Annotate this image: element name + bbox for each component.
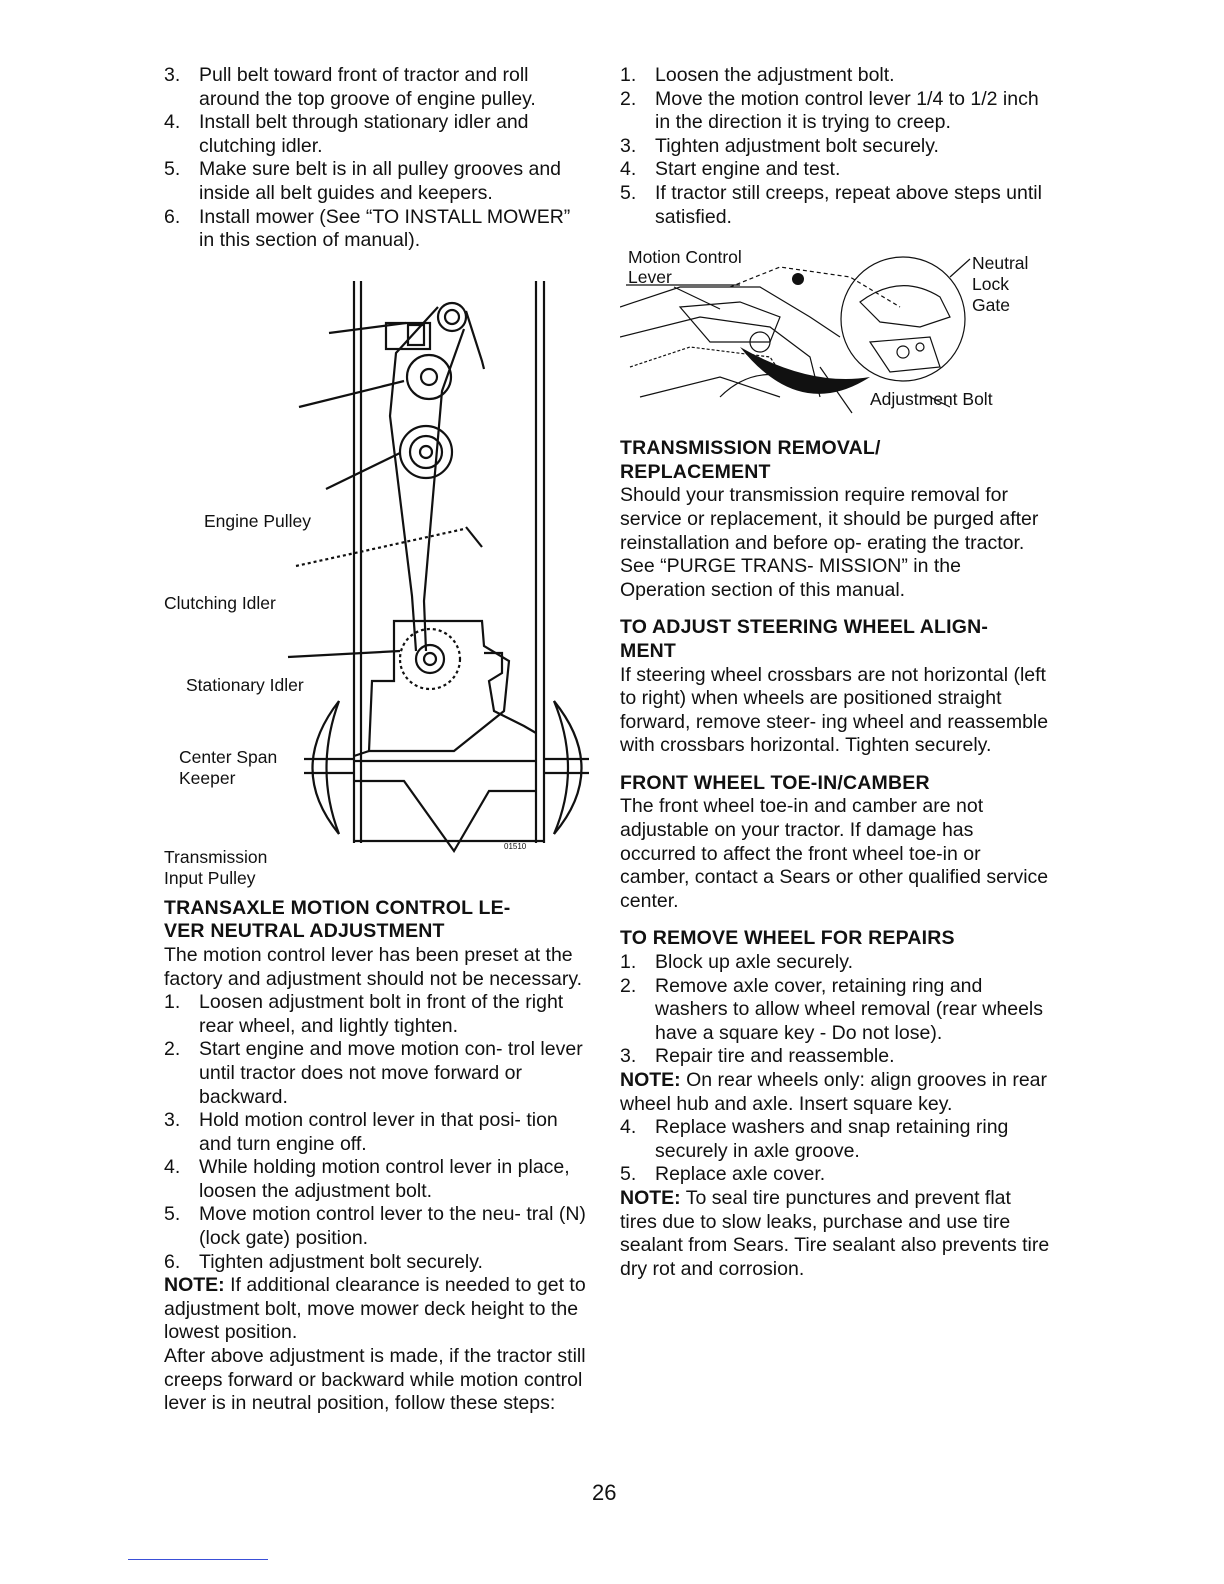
transaxle-after: After above adjustment is made, if the tractor still creeps forward or backward while motion control lever is in neutral position, follow these steps:: [164, 1345, 586, 1415]
front-wheel-section: [620, 772, 1050, 914]
list-item: 6. Install mower (See “TO INSTALL MOWER” in this section of manual).: [164, 205, 571, 252]
clutching-idler-label: Clutching Idler: [164, 592, 276, 613]
transmission-body: Should your transmission require removal for service or replacement, it should be purged after reinstallation and before op- erating the tractor. See “PURGE TRANS- MISSION” in the Operation section of this manual.: [620, 484, 1039, 601]
list-item: 2. Start engine and move motion con- trol lever until tractor does not move forward or backward.: [164, 1038, 583, 1108]
gate-label: Gate: [972, 295, 1010, 316]
list-item: 4. While holding motion control lever in place, loosen the adjustment bolt.: [164, 1156, 570, 1202]
steering-body: If steering wheel crossbars are not horizontal (left to right) when wheels are positioned straight forward, remove steer- ing wheel and reassemble with crossbars horizontal. Tighten securely.: [620, 663, 1049, 757]
lever-label: Lever: [628, 267, 672, 288]
steering-heading: TO ADJUST STEERING WHEEL ALIGN- MENT: [620, 616, 989, 662]
adjustment-bolt-label: Adjustment Bolt: [870, 389, 993, 410]
list-item: 5. Move motion control lever to the neu- tral (N) (lock gate) position.: [164, 1203, 586, 1250]
stationary-idler-label: Stationary Idler: [186, 674, 304, 695]
remove-wheel-steps: [620, 951, 1050, 1069]
remove-wheel-note-2: NOTE: To seal tire punctures and prevent flat tires due to slow leaks, purchase and use tire sealant from Sears. Tire sealant also prevents tire dry rot and corrosion.: [620, 1186, 1050, 1280]
belt-routing-figure: [164, 281, 589, 888]
right-column: [620, 64, 1050, 1281]
list-item: 4. Install belt through stationary idler and clutching idler.: [164, 111, 529, 157]
list-item: 6. Tighten adjustment bolt securely.: [164, 1250, 483, 1273]
center-span-keeper-label: Keeper: [179, 767, 236, 788]
belt-install-steps: [164, 64, 589, 253]
callout-wedge: [740, 347, 870, 394]
lock-label: Lock: [972, 274, 1009, 295]
list-item: 1. Block up axle securely.: [620, 951, 853, 974]
front-wheel-heading: FRONT WHEEL TOE-IN/CAMBER: [620, 771, 930, 794]
center-span-label: Center Span: [179, 746, 278, 767]
front-wheel-body: The front wheel toe-in and camber are not adjustable on your tractor. If damage has occurred to affect the front wheel toe-in or camber, contact a Sears or other qualified service center.: [620, 795, 1049, 912]
transmission-label: Transmission: [164, 846, 268, 867]
page-number: 26: [592, 1480, 617, 1505]
remove-wheel-steps-continued: [620, 1116, 1050, 1187]
list-item: 1. Loosen the adjustment bolt.: [620, 64, 895, 86]
list-item: 4. Start engine and test.: [620, 158, 841, 181]
transaxle-note: NOTE: If additional clearance is needed to get to adjustment bolt, move mower deck height to the lowest position.: [164, 1274, 586, 1344]
figure-code: 01510: [504, 841, 527, 851]
left-column: [164, 64, 589, 1416]
footer-rule: [128, 1559, 268, 1560]
motion-control-label: Motion Control: [628, 247, 742, 268]
transaxle-steps: [164, 991, 589, 1274]
list-item: 3. Repair tire and reassemble.: [620, 1045, 895, 1068]
list-item: 3. Hold motion control lever in that posi- tion and turn engine off.: [164, 1109, 558, 1155]
list-item: 2. Remove axle cover, retaining ring and washers to allow wheel removal (rear wheels have a square key - Do not lose).: [620, 974, 1043, 1044]
creep-steps: [620, 64, 1050, 229]
engine-pulley-label: Engine Pulley: [204, 510, 312, 531]
neutral-label: Neutral: [972, 253, 1029, 274]
list-item: 5. Replace axle cover.: [620, 1163, 826, 1186]
motion-control-figure: [620, 247, 1050, 425]
lever-knob: [792, 273, 804, 285]
remove-wheel-heading: TO REMOVE WHEEL FOR REPAIRS: [620, 927, 955, 950]
list-item: 5. Make sure belt is in all pulley grooves and inside all belt guides and keepers.: [164, 158, 562, 204]
list-item: 4. Replace washers and snap retaining ring securely in axle groove.: [620, 1116, 1009, 1162]
transaxle-heading: TRANSAXLE MOTION CONTROL LE- VER NEUTRAL ADJUSTMENT: [164, 896, 511, 943]
transmission-section: [620, 437, 1050, 602]
list-item: 5. If tractor still creeps, repeat above steps until satisfied.: [620, 181, 1042, 228]
list-item: 3. Pull belt toward front of tractor and roll around the top groove of engine pulley.: [164, 64, 536, 110]
transmission-heading: TRANSMISSION REMOVAL/ REPLACEMENT: [620, 437, 881, 483]
remove-wheel-note-1: NOTE: On rear wheels only: align grooves in rear wheel hub and axle. Insert square key.: [620, 1069, 1048, 1115]
steering-section: [620, 616, 1050, 758]
transaxle-section: [164, 897, 589, 1416]
transaxle-intro: The motion control lever has been preset at the factory and adjustment should not be necessary.: [164, 943, 583, 990]
remove-wheel-section: [620, 927, 1050, 1281]
list-item: 3. Tighten adjustment bolt securely.: [620, 134, 939, 157]
input-pulley-label: Input Pulley: [164, 867, 256, 888]
list-item: 2. Move the motion control lever 1/4 to 1/2 inch in the direction it is trying to creep.: [620, 87, 1039, 134]
list-item: 1. Loosen adjustment bolt in front of the right rear wheel, and lightly tighten.: [164, 991, 564, 1037]
